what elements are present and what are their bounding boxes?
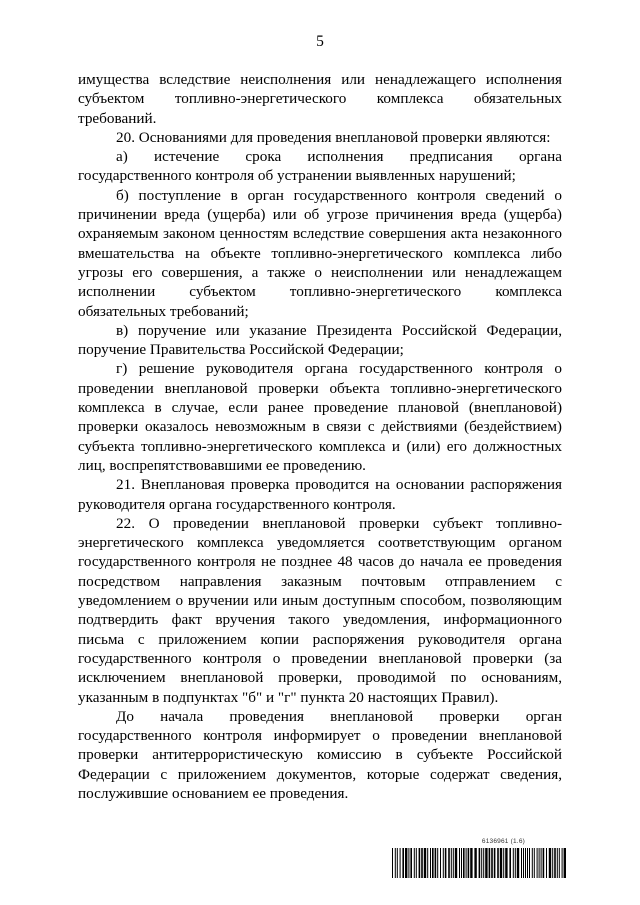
paragraph: в) поручение или указание Президента Российской Федерации, поручение Правительства Российской Федерации; bbox=[78, 321, 562, 359]
barcode-block bbox=[392, 838, 567, 884]
document-body bbox=[78, 70, 562, 803]
paragraph: 20. Основаниями для проведения внеплановой проверки являются: bbox=[116, 128, 551, 146]
paragraph: 22. О проведении внеплановой проверки субъект топливно-энергетического комплекса уведомляется соответствующим органом государственного контроля не позднее 48 часов до начала ее проведения посредством направления заказным почтовым отправлением с уведомлением о вручении или иным доступным способом, позволяющим подтвердить факт вручения такого уведомления, информационного письма с приложением копии распоряжения руководителя органа государственного контроля о проведении внеплановой проверки (за исключением внеплановой проверки, проводимой по основаниям, указанным в подпунктах "б" и "г" пункта 20 настоящих Правил). bbox=[78, 514, 562, 706]
paragraph: 21. Внеплановая проверка проводится на основании распоряжения руководителя органа государственного контроля. bbox=[78, 476, 562, 513]
paragraph: имущества вследствие неисполнения или ненадлежащего исполнения субъектом топливно-энергетического комплекса обязательных требований. bbox=[78, 71, 562, 127]
paragraph: г) решение руководителя органа государственного контроля о проведении внеплановой проверки объекта топливно-энергетического комплекса в случае, если ранее проведение плановой (внеплановой) проверки оказалось невозможным в связи с действиями (бездействием) субъекта топливно-энергетического комплекса и (или) его должностных лиц, воспрепятствовавшими ее проведению. bbox=[78, 360, 562, 474]
barcode-code: 6136961 (1.6) bbox=[481, 838, 525, 845]
barcode-image bbox=[392, 848, 567, 878]
paragraph: б) поступление в орган государственного контроля сведений о причинении вреда (ущерба) или об угрозе причинения вреда (ущерба) охраняемым законом ценностям вследствие совершения акта незаконного вмешательства на объекте топливно-энергетического комплекса либо угрозы его совершения, а также о неисполнении или ненадлежащем исполнении субъектом топливно-энергетического комплекса обязательных требований; bbox=[78, 186, 562, 320]
paragraph: До начала проведения внеплановой проверки орган государственного контроля информирует о проведении внеплановой проверки антитеррористическую комиссию в субъекте Российской Федерации с приложением документов, которые содержат сведения, послужившие основанием ее проведения. bbox=[78, 707, 562, 802]
page-number: 5 bbox=[316, 33, 324, 50]
paragraph: а) истечение срока исполнения предписания органа государственного контроля об устранении выявленных нарушений; bbox=[78, 148, 562, 185]
